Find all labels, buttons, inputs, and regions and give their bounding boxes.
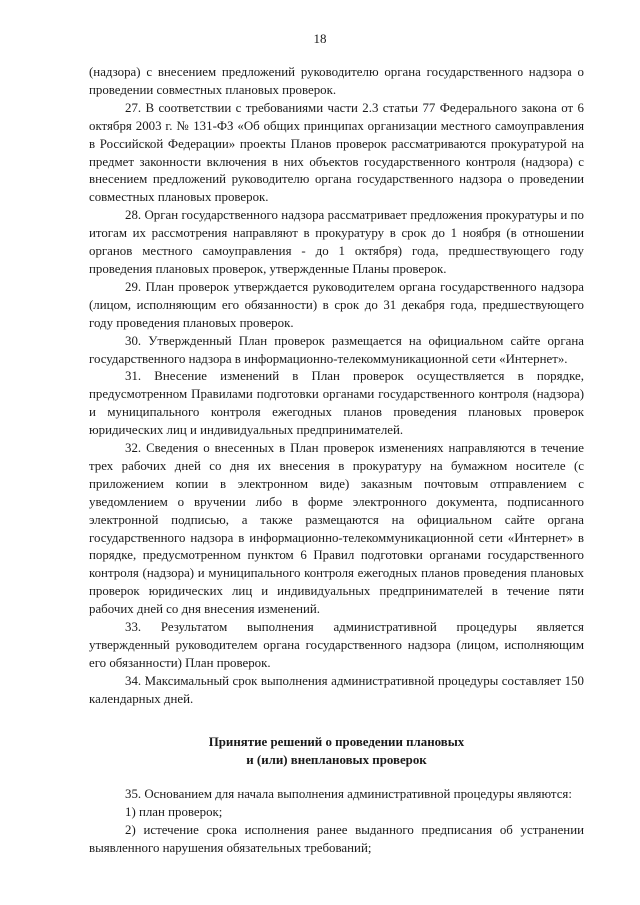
paragraph-continuation: (надзора) с внесением предложений руководителю органа государственного надзора о проведении совместных плановых проверок. (89, 65, 584, 97)
list-item-1: 1) план проверок; (125, 805, 223, 820)
paragraph-31: 31. Внесение изменений в План проверок осуществляется в порядке, предусмотренном Правилами подготовки органами государственного контроля (надзора) и муниципального контроля ежегодных планов проведения плановых проверок юридических лиц и индивидуальных предпринимателей. (89, 369, 584, 438)
document-body (89, 64, 584, 858)
page-number: 18 (313, 31, 327, 46)
paragraph-32: 32. Сведения о внесенных в План проверок изменениях направляются в течение трех рабочих дней со дня их внесения в прокуратуру на бумажном носителе (с приложением копии в электронном виде) заказным почтовым отправлением с уведомлением о вручении либо в форме электронного документа, подписанного электронной подписью, а также размещаются на официальном сайте органа государственного надзора в информационно-телекоммуникационной сети «Интернет» в порядке, предусмотренном пунктом 6 Правил подготовки органами государственного контроля (надзора) и муниципального контроля ежегодных планов проведения плановых проверок юридических лиц и индивидуальных предпринимателей в течение пяти рабочих дней со дня внесения изменений. (89, 441, 584, 617)
paragraph-28: 28. Орган государственного надзора рассматривает предложения прокуратуры и по итогам их рассмотрения направляют в прокуратуру в срок до 1 ноября (в отношении органов местного самоуправления - до 1 октября) года, предшествующего году проведения плановых проверок, утвержденные Планы проверок. (89, 208, 584, 276)
list-item-2: 2) истечение срока исполнения ранее выданного предписания об устранении выявленного нарушения обязательных требований; (89, 823, 584, 856)
paragraph-27: 27. В соответствии с требованиями части 2.3 статьи 77 Федерального закона от 6 октября 2003 г. № 131-ФЗ «Об общих принципах организации местного самоуправления в Российской Федерации» проекты Планов проверок рассматриваются прокуратурой на предмет законности включения в них объектов государственного контроля (надзора) с внесением предложений руководителю органа государственного надзора о проведении совместных плановых проверок. (89, 100, 584, 205)
section-heading-line-2: и (или) внеплановых проверок (246, 752, 427, 767)
paragraph-34: 34. Максимальный срок выполнения административной процедуры составляет 150 календарных дней. (89, 673, 584, 706)
section-heading (89, 734, 584, 770)
paragraphs-after (89, 786, 584, 858)
paragraph-35: 35. Основанием для начала выполнения административной процедуры являются: (125, 787, 572, 802)
paragraph-33: 33. Результатом выполнения административной процедуры является утвержденный руководителем органа государственного надзора (лицом, исполняющим его обязанности) План проверок. (89, 620, 584, 670)
paragraph-29: 29. План проверок утверждается руководителем органа государственного надзора (лицом, исполняющим его обязанности) в срок до 31 декабря года, предшествующего году проведения плановых проверок. (89, 279, 584, 330)
section-heading-line-1: Принятие решений о проведении плановых (208, 734, 465, 749)
paragraph-30: 30. Утвержденный План проверок размещается на официальном сайте органа государственного надзора в информационно-телекоммуникационной сети «Интернет». (89, 333, 584, 366)
paragraphs-before (89, 64, 584, 709)
